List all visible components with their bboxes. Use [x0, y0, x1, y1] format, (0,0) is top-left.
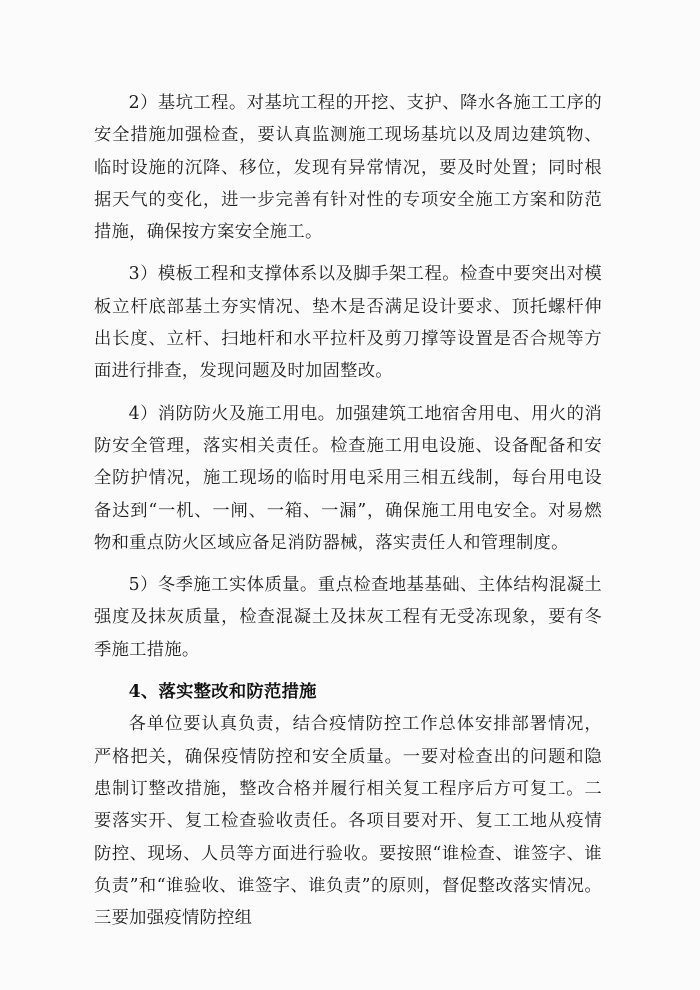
- section-heading-rectification: 4、落实整改和防范措施: [128, 682, 317, 703]
- paragraph-formwork-scaffold: 3）模板工程和支撑体系以及脚手架工程。检查中要突出对模板立杆底部基土夯实情况、垫木是否满足设计要求、顶托螺杆伸出长度、立杆、扫地杆和水平拉杆及剪刀撑等设置是否合规等方面进行排查，发现问题及时加固整改。: [94, 264, 602, 382]
- paragraph-winter-construction: 5）冬季施工实体质量。重点检查地基基础、主体结构混凝土强度及抹灰质量，检查混凝土及抹灰工程有无受冻现象，要有冬季施工措施。: [94, 575, 602, 660]
- paragraph-fire-electricity: 4）消防防火及施工用电。加强建筑工地宿舍用电、用火的消防安全管理，落实相关责任。检查施工用电设施、设备配备和安全防护情况，施工现场的临时用电采用三相五线制，每台用电设备达到“一机、一闸、一箱、一漏”，确保施工用电安全。对易燃物和重点防火区域应备足消防器械，落实责任人和管理制度。: [94, 403, 602, 553]
- paragraph-foundation-pit: 2）基坑工程。对基坑工程的开挖、支护、降水各施工工序的安全措施加强检查，要认真监测施工现场基坑以及周边建筑物、临时设施的沉降、移位，发现有异常情况，要及时处置；同时根据天气的变化，进一步完善有针对性的专项安全施工方案和防范措施，确保按方案安全施工。: [94, 93, 602, 243]
- document-body: [94, 87, 602, 934]
- paragraph-rectification-body: 各单位要认真负责，结合疫情防控工作总体安排部署情况，严格把关，确保疫情防控和安全质量。一要对检查出的问题和隐患制订整改措施，整改合格并履行相关复工程序后方可复工。二要落实开、复工检查验收责任。各项目要对开、复工工地从疫情防控、现场、人员等方面进行验收。要按照“谁检查、谁签字、谁负责”和“谁验收、谁签字、谁负责”的原则，督促整改落实情况。三要加强疫情防控组: [94, 714, 602, 929]
